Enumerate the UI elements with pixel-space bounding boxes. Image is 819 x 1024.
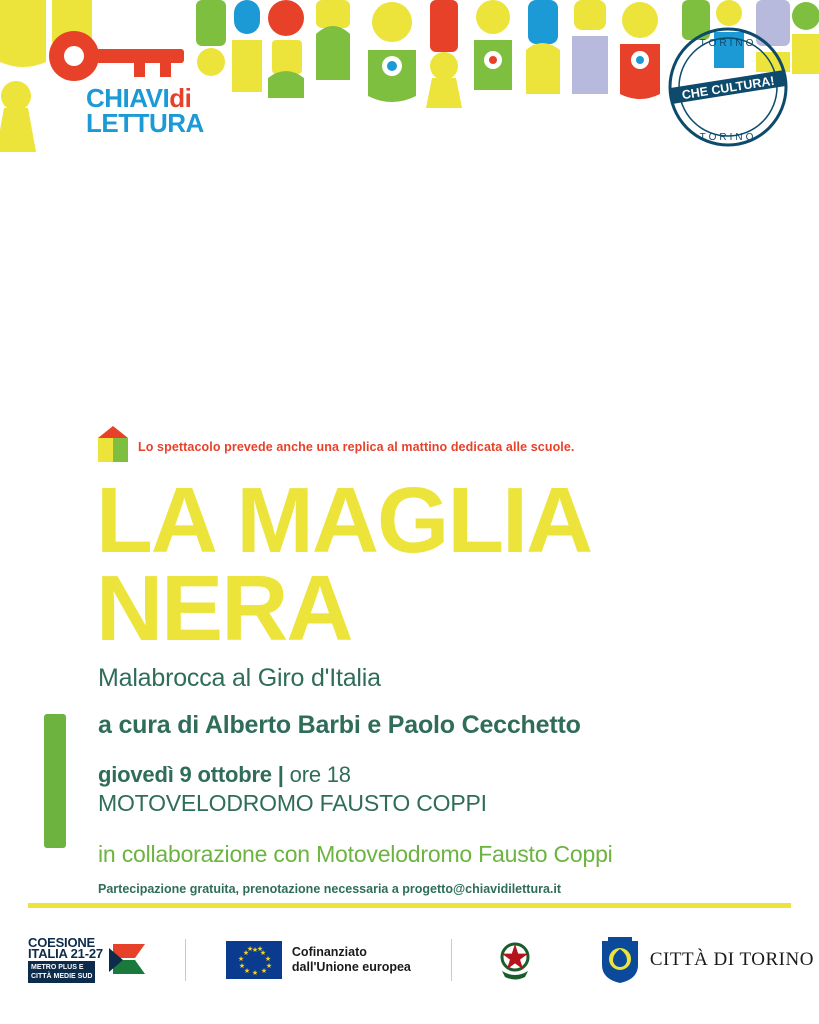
house-icon bbox=[98, 426, 128, 462]
logo-line1-a: CHIAVI bbox=[86, 83, 170, 113]
event-block bbox=[0, 420, 819, 896]
coesione-badge-line1: METRO PLUS E bbox=[31, 964, 84, 971]
coesione-line2: ITALIA 21-27 bbox=[28, 946, 103, 961]
coesione-italia-logo bbox=[28, 937, 149, 983]
event-collaboration: in collaborazione con Motovelodromo Fausto Coppi bbox=[98, 841, 613, 867]
event-datetime bbox=[0, 762, 819, 788]
page-title bbox=[0, 468, 819, 660]
che-cultura-stamp bbox=[665, 24, 791, 150]
eu-text bbox=[292, 945, 411, 975]
footer-divider-rule bbox=[28, 903, 791, 908]
italian-republic-emblem bbox=[496, 937, 534, 983]
event-booking-info: Partecipazione gratuita, prenotazione necessaria a progetto@chiavidilettura.it bbox=[98, 882, 562, 896]
coesione-line1: COESIONE bbox=[28, 935, 96, 950]
event-when-where bbox=[0, 762, 819, 896]
green-accent-bar bbox=[44, 714, 66, 848]
footer-logos bbox=[0, 925, 819, 995]
coesione-text bbox=[28, 937, 103, 983]
citta-di-torino-logo bbox=[598, 935, 814, 985]
event-venue: MOTOVELODROMO FAUSTO COPPI bbox=[98, 790, 487, 816]
svg-text:TORINO: TORINO bbox=[699, 132, 757, 143]
event-subtitle: Malabrocca al Giro d'Italia bbox=[98, 664, 381, 692]
event-date: giovedì 9 ottobre bbox=[98, 762, 272, 787]
key-icon bbox=[48, 28, 188, 88]
eu-funding-logo bbox=[226, 941, 411, 979]
eu-flag-icon: ★ ★ ★ ★ ★ ★ ★ ★ ★ ★ ★ ★ bbox=[226, 941, 282, 979]
logo-line1-b: di bbox=[169, 83, 192, 113]
datetime-separator: | bbox=[277, 762, 284, 787]
logo-line2: LETTURA bbox=[86, 108, 204, 138]
italian-republic-emblem-icon bbox=[496, 937, 534, 983]
coesione-mark-icon bbox=[109, 940, 149, 980]
eu-line1: Cofinanziato bbox=[291, 945, 367, 959]
brand-logo bbox=[48, 28, 248, 138]
coesione-badge bbox=[28, 961, 95, 983]
torino-name: CITTÀ DI TORINO bbox=[649, 949, 814, 970]
school-replica-note bbox=[0, 420, 819, 462]
stamp-label: CHE CULTURA! bbox=[680, 73, 776, 103]
coesione-badge-line2: CITTÀ MEDIE SUD bbox=[31, 973, 93, 980]
footer-divider-2 bbox=[451, 939, 452, 981]
note-text: Lo spettacolo prevede anche una replica al mattino dedicata alle scuole. bbox=[138, 440, 575, 454]
event-curators: a cura di Alberto Barbi e Paolo Cecchetto bbox=[98, 711, 581, 739]
event-time: ore 18 bbox=[289, 762, 351, 787]
svg-text:TORINO: TORINO bbox=[699, 38, 757, 49]
footer-divider-1 bbox=[185, 939, 186, 981]
logo-wordmark bbox=[86, 83, 204, 138]
title-line-2: NERA bbox=[96, 556, 352, 660]
eu-line2: dall'Unione europea bbox=[291, 960, 411, 974]
torino-crest-icon bbox=[598, 935, 642, 985]
title-line-1: LA MAGLIA bbox=[96, 468, 592, 572]
